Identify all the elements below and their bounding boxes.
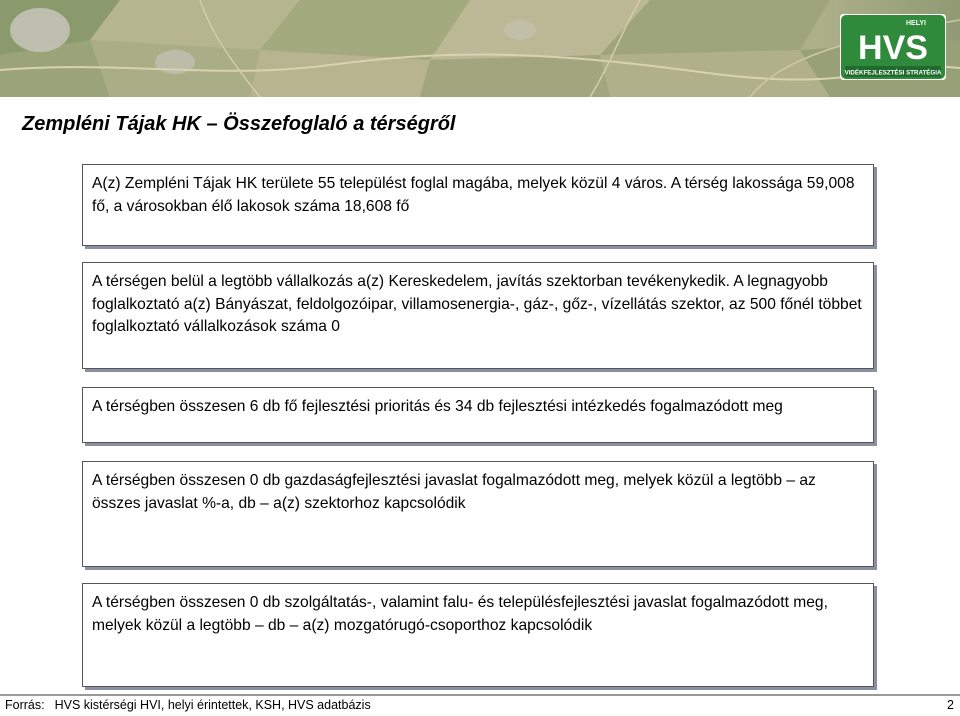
summary-box-priorities <box>82 387 874 443</box>
aerial-map-image <box>0 0 960 97</box>
summary-text-population: A(z) Zempléni Tájak HK területe 55 települést foglal magába, melyek közül 4 város. A térség lakossága 59,008 fő, a városokban élő lakosok száma 18,608 fő <box>92 175 855 215</box>
source-text: HVS kistérségi HVI, helyi érintettek, KSH, HVS adatbázis <box>54 698 371 712</box>
header-banner-map <box>0 0 960 97</box>
logo-main-text: HVS <box>858 29 928 67</box>
source-note <box>5 698 371 712</box>
summary-text-enterprises: A térségen belül a legtöbb vállalkozás a(z) Kereskedelem, javítás szektorban tevékenykedik. A legnagyobb foglalkoztató a(z) Bányászat, feldolgozóipar, villamosenergia-, gáz-, gőz-, vízellátás szektor, az 500 főnél többet foglalkoztató vállalkozások száma 0 <box>92 273 862 335</box>
footer-divider <box>0 694 960 696</box>
summary-box-population <box>82 164 874 246</box>
page-number: 2 <box>947 698 954 712</box>
source-label: Forrás: <box>5 698 45 712</box>
summary-box-economic-proposals <box>82 461 874 567</box>
summary-box-service-proposals <box>82 583 874 687</box>
summary-text-economic-proposals: A térségben összesen 0 db gazdaságfejlesztési javaslat fogalmazódott meg, melyek közül a legtöbb – az összes javaslat %-a, db – a(z) szektorhoz kapcsolódik <box>92 472 816 512</box>
summary-box-enterprises <box>82 262 874 369</box>
logo-sub-text: VIDÉKFEJLESZTÉSI STRATÉGIA <box>844 69 942 77</box>
logo-top-text: HELYI <box>906 20 926 27</box>
hvs-logo <box>840 14 946 80</box>
footer <box>0 694 960 716</box>
summary-text-priorities: A térségben összesen 6 db fő fejlesztési prioritás és 34 db fejlesztési intézkedés fogalmazódott meg <box>92 398 783 415</box>
page-title: Zempléni Tájak HK – Összefoglaló a térségről <box>22 113 456 135</box>
summary-text-service-proposals: A térségben összesen 0 db szolgáltatás-, valamint falu- és településfejlesztési javaslat fogalmazódott meg, melyek közül a legtöbb – db – a(z) mozgatórugó-csoporthoz kapcsolódik <box>92 594 828 634</box>
